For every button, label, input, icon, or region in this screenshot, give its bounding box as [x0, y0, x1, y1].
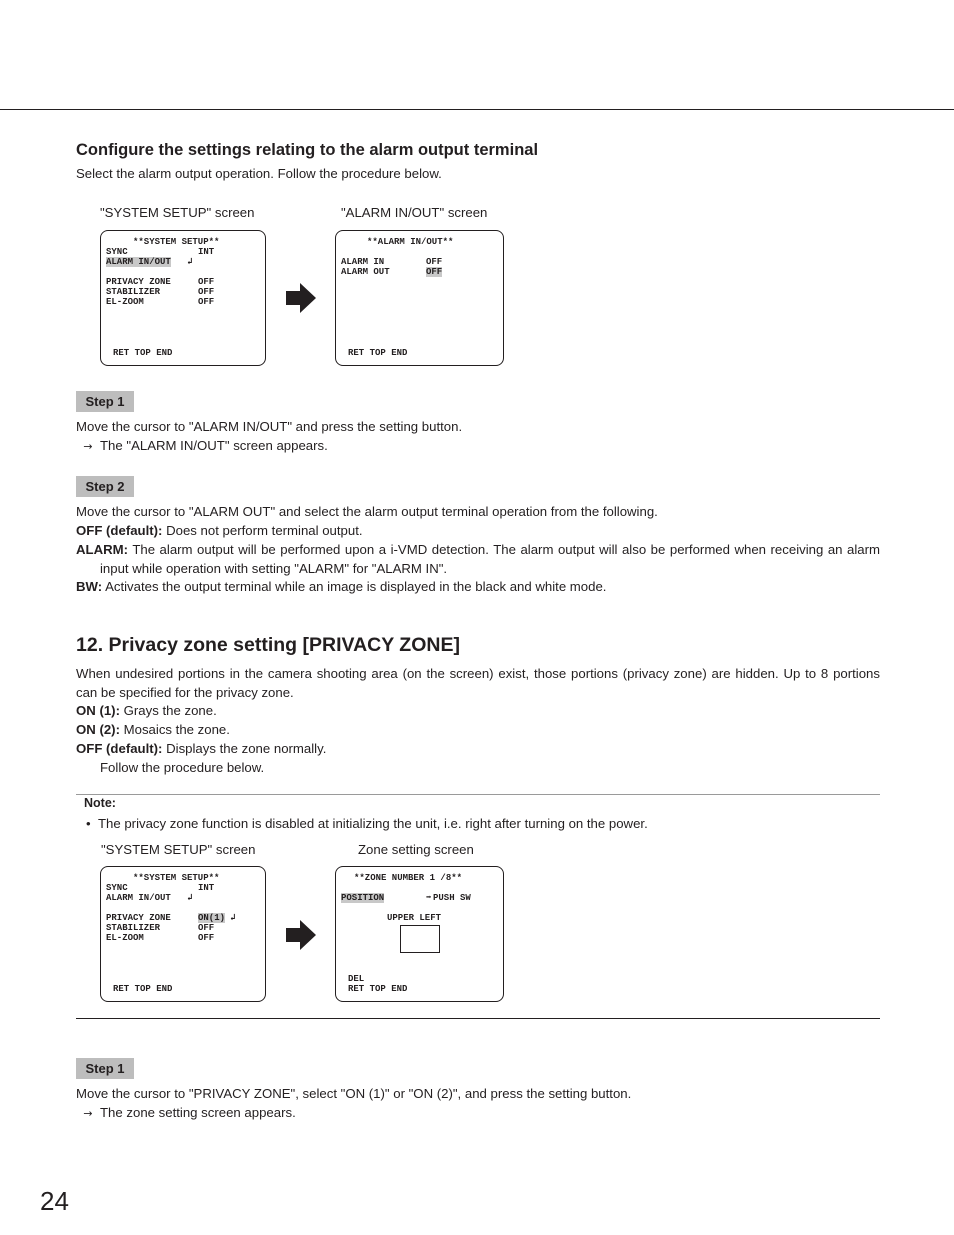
caption-system-setup-2: "SYSTEM SETUP" screen	[101, 842, 256, 857]
caption-system-setup: "SYSTEM SETUP" screen	[100, 205, 255, 220]
right-arrow-icon	[284, 918, 318, 952]
result-arrow-icon: →	[83, 440, 93, 453]
privacy-step-1-text: Move the cursor to "PRIVACY ZONE", select "ON (1)" or "ON (2)", and press the setting button.	[76, 1086, 632, 1101]
submenu-arrow-icon: ↲	[230, 913, 236, 923]
submenu-arrow-icon: ↲	[187, 893, 193, 903]
privacy-zone-value: ON(1)	[198, 913, 226, 923]
screen-footer: RET TOP END	[348, 984, 408, 994]
alarm-inout-screen	[335, 230, 504, 366]
caption-alarm-inout: "ALARM IN/OUT" screen	[341, 205, 488, 220]
step-2-badge: Step 2	[76, 476, 134, 497]
privacy-zone-label: PRIVACY ZONE	[106, 913, 171, 923]
privacy-zone-label: PRIVACY ZONE	[106, 277, 171, 287]
el-zoom-value: OFF	[198, 933, 215, 943]
screen-footer: RET TOP END	[113, 348, 173, 358]
alarm-option: ALARM: The alarm output will be performed upon a i-VMD detection. The alarm output will also be performed when receiving an alarm input while operation with setting "ALARM" for "ALARM IN".	[76, 542, 881, 576]
step-1-badge: Step 1	[76, 391, 134, 412]
del-label: DEL	[348, 974, 365, 984]
stabilizer-label: STABILIZER	[106, 287, 161, 297]
upper-left-label: UPPER LEFT	[387, 913, 442, 923]
step-1-text: Move the cursor to "ALARM IN/OUT" and press the setting button.	[76, 419, 463, 434]
alarm-intro: Select the alarm output operation. Follow the procedure below.	[76, 166, 442, 181]
top-rule	[0, 109, 954, 110]
screen-title: **SYSTEM SETUP**	[133, 873, 220, 883]
sync-label: SYNC	[106, 247, 128, 257]
stabilizer-value: OFF	[198, 923, 215, 933]
off-option: OFF (default): Displays the zone normally.	[76, 741, 327, 756]
note-label: Note:	[84, 796, 116, 810]
alarm-out-label: ALARM OUT	[341, 267, 390, 277]
zone-frame	[400, 925, 440, 953]
follow-text: Follow the procedure below.	[100, 760, 265, 775]
caption-zone-setting: Zone setting screen	[358, 842, 474, 857]
zone-setting-screen	[335, 866, 504, 1002]
el-zoom-label: EL-ZOOM	[106, 933, 144, 943]
note-top-rule	[76, 794, 880, 795]
alarm-in-value: OFF	[426, 257, 443, 267]
right-arrow-icon	[284, 281, 318, 315]
on1-option: ON (1): Grays the zone.	[76, 703, 217, 718]
system-setup-screen-2	[100, 866, 266, 1002]
position-item: POSITION	[341, 893, 385, 903]
on2-option: ON (2): Mosaics the zone.	[76, 722, 230, 737]
privacy-intro: When undesired portions in the camera shooting area (on the screen) exist, those portions (privacy zone) are hidden. Up to 8 portions can be specified for the privacy zone.	[76, 666, 880, 700]
privacy-step-1-badge: Step 1	[76, 1058, 134, 1079]
system-setup-screen	[100, 230, 266, 366]
screen-title: **SYSTEM SETUP**	[133, 237, 220, 247]
position-value: PUSH SW	[433, 893, 471, 903]
long-right-arrow-icon: ➡	[426, 893, 432, 903]
sync-label: SYNC	[106, 883, 128, 893]
sync-value: INT	[198, 247, 215, 257]
note-bullet: • The privacy zone function is disabled at initializing the unit, i.e. right after turning on the power.	[86, 816, 648, 831]
sync-value: INT	[198, 883, 215, 893]
page-number: 24	[40, 1186, 69, 1216]
stabilizer-label: STABILIZER	[106, 923, 161, 933]
privacy-step-1-result: → The zone setting screen appears.	[76, 1103, 880, 1123]
result-arrow-icon: →	[83, 1107, 93, 1120]
screen-title: **ALARM IN/OUT**	[367, 237, 454, 247]
screen-footer: RET TOP END	[348, 348, 408, 358]
step-1-result: → The "ALARM IN/OUT" screen appears.	[76, 436, 880, 456]
privacy-zone-heading: 12. Privacy zone setting [PRIVACY ZONE]	[76, 634, 460, 656]
el-zoom-label: EL-ZOOM	[106, 297, 144, 307]
off-default-option: OFF (default): Does not perform terminal output.	[76, 523, 363, 538]
alarm-in-label: ALARM IN	[341, 257, 385, 267]
alarm-heading: Configure the settings relating to the alarm output terminal	[76, 141, 539, 159]
el-zoom-value: OFF	[198, 297, 215, 307]
stabilizer-value: OFF	[198, 287, 215, 297]
screen-title: **ZONE NUMBER 1 /8**	[354, 873, 463, 883]
screen-footer: RET TOP END	[113, 984, 173, 994]
bw-option: BW: Activates the output terminal while an image is displayed in the black and white mode.	[76, 579, 607, 594]
note-bottom-rule	[76, 1018, 880, 1019]
step-2-text: Move the cursor to "ALARM OUT" and select the alarm output terminal operation from the following.	[76, 504, 658, 519]
submenu-arrow-icon: ↲	[187, 257, 193, 267]
privacy-zone-value: OFF	[198, 277, 215, 287]
alarm-inout-item: ALARM IN/OUT	[106, 257, 171, 267]
alarm-out-value: OFF	[426, 267, 443, 277]
alarm-inout-item: ALARM IN/OUT	[106, 893, 171, 903]
